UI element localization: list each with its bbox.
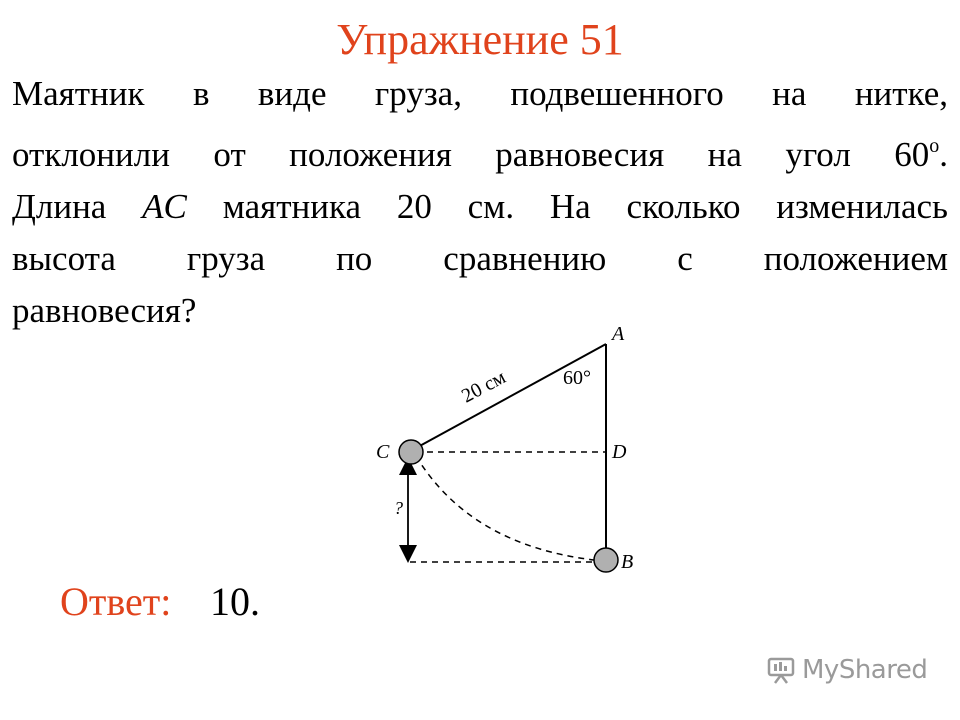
problem-line-2: отклонили от положения равновесия на угол 60$^o$. bbox=[12, 135, 948, 174]
label-b: B bbox=[621, 551, 634, 573]
bob-c bbox=[399, 440, 423, 464]
deflected-string-ac bbox=[416, 344, 606, 448]
label-unknown: ? bbox=[394, 498, 403, 518]
degree-superscript: o bbox=[929, 135, 940, 157]
label-length: 20 см bbox=[458, 366, 510, 408]
label-a: A bbox=[612, 323, 625, 345]
watermark bbox=[766, 655, 927, 685]
dashed-arc-cb bbox=[416, 456, 594, 560]
exercise-title: Упражнение 51 bbox=[336, 15, 624, 64]
problem-line-1: Маятник в виде груза, подвешенного на нитке, bbox=[12, 74, 948, 113]
label-c: C bbox=[376, 441, 390, 463]
label-d: D bbox=[612, 441, 627, 463]
bob-b bbox=[594, 548, 618, 572]
segment-ac: AC bbox=[142, 187, 187, 226]
presentation-board-icon bbox=[766, 655, 796, 685]
problem-line-3: Длина AC маятника 20 см. На сколько изменилась bbox=[12, 187, 948, 226]
problem-line-5: равновесия? bbox=[12, 291, 197, 330]
label-angle: 60° bbox=[563, 367, 591, 389]
problem-line-4: высота груза по сравнению с положением bbox=[12, 239, 948, 278]
watermark-text: MyShared bbox=[802, 655, 928, 685]
answer-label: Ответ: bbox=[60, 579, 172, 624]
answer-value: 10. bbox=[210, 579, 260, 624]
